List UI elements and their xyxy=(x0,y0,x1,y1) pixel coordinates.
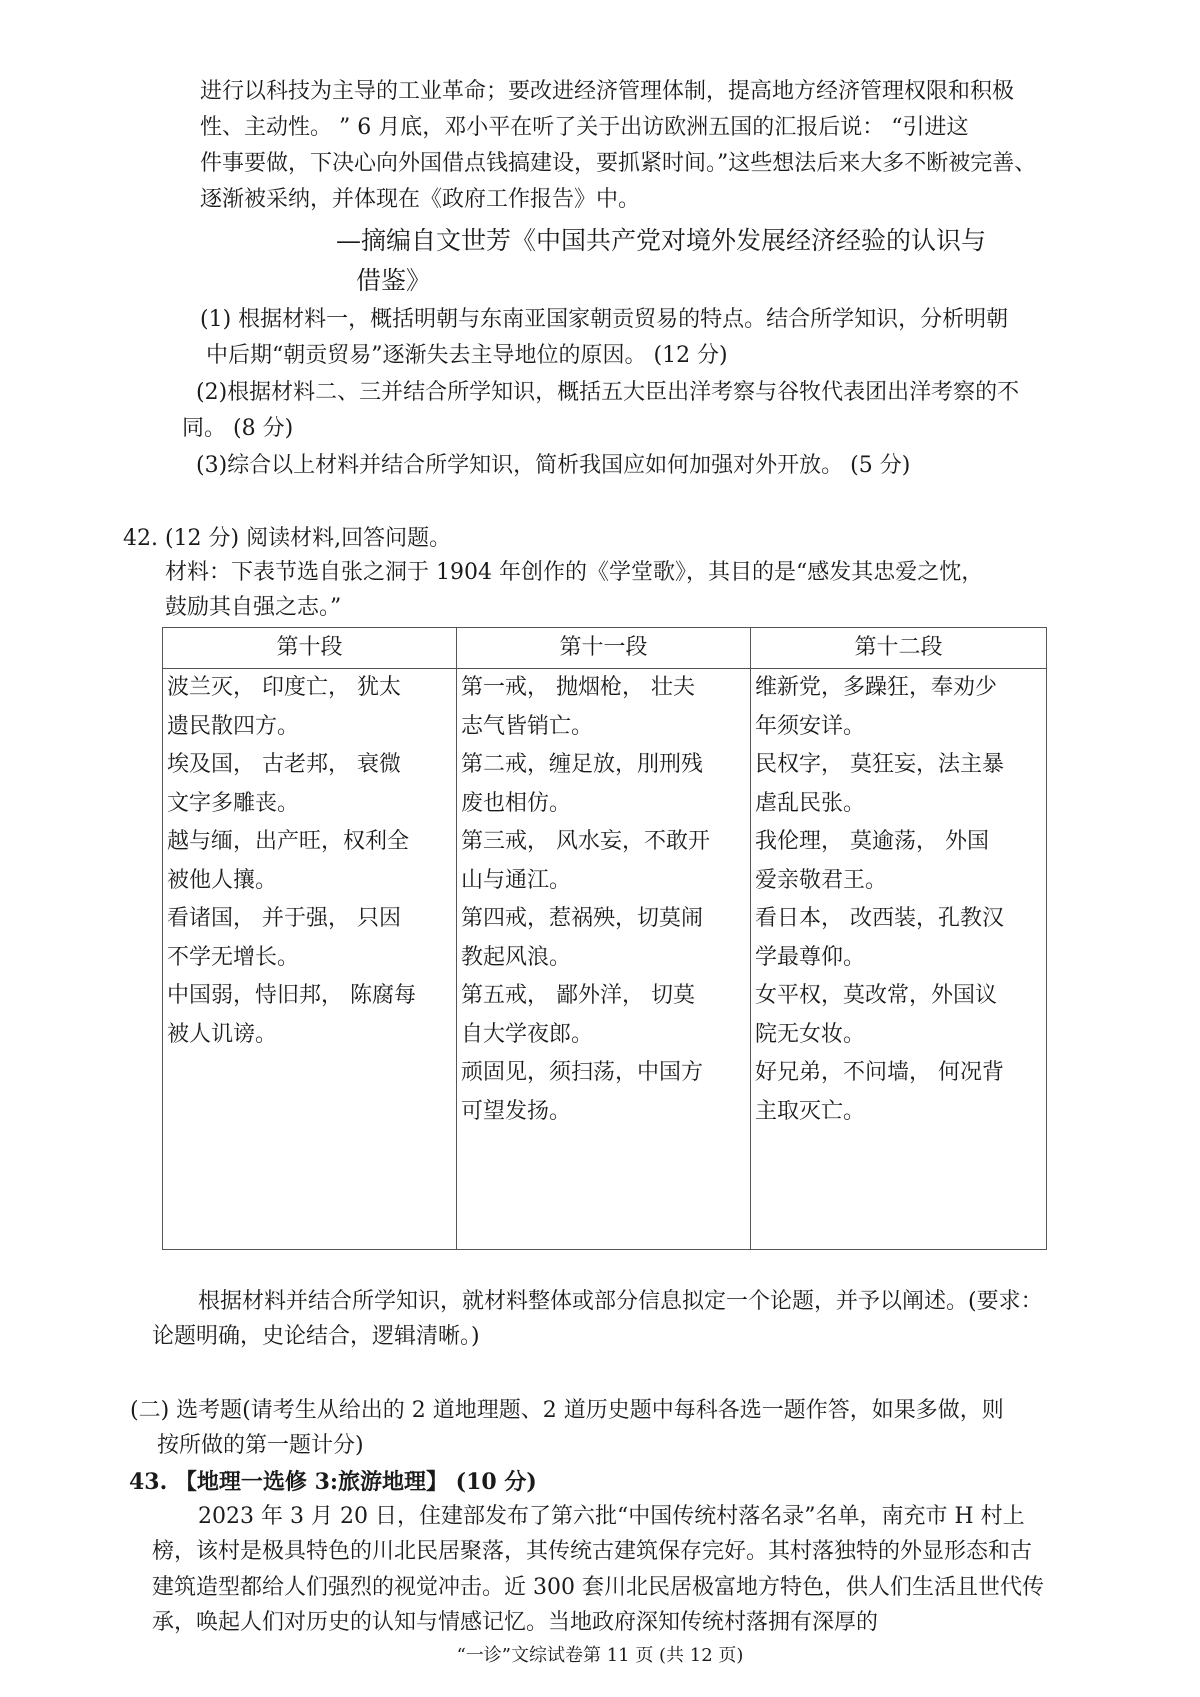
table-cell-section-11 xyxy=(457,669,751,1250)
question-43-text-line: 建筑造型都给人们强烈的视觉冲击。近 300 套川北民居极富地方特色，供人们生活且世代传 xyxy=(152,1575,1044,1600)
lyric-line: 女平权，莫改常，外国议 xyxy=(755,983,998,1008)
lyric-line: 维新党，多躁狂，奉劝少 xyxy=(755,675,998,700)
material-text-line: 件事要做，下决心向外国借点钱搞建设，要抓紧时间。”这些想法后来大多不断被完善、 xyxy=(200,151,1037,176)
lyric-line: 好兄弟，不问墙， 何况背 xyxy=(755,1060,1004,1085)
lyric-line: 院无女妆。 xyxy=(755,1021,866,1047)
lyric-line: 中国弱，恃旧邦， 陈腐每 xyxy=(167,983,416,1008)
lyric-line: 看诸国， 并于强， 只因 xyxy=(167,906,401,931)
table-cell-section-12 xyxy=(751,669,1047,1250)
lyric-line: 民权字， 莫狂妄，法主暴 xyxy=(755,752,1004,777)
question-42-heading: 42. (12 分) 阅读材料,回答问题。 xyxy=(123,526,452,551)
lyric-line: 文字多雕丧。 xyxy=(167,790,300,816)
page-footer: “一诊”文综试卷第 11 页 (共 12 页) xyxy=(456,1645,744,1666)
question-42-material-continued: 鼓励其自强之志。” xyxy=(165,595,342,620)
elective-section-intro: (二) 选考题(请考生从给出的 2 道地理题、2 道历史题中每科各选一题作答，如果多做，则 xyxy=(130,1398,1004,1423)
lyric-line: 我伦理， 莫逾荡， 外国 xyxy=(755,829,989,854)
table-header-section-12: 第十二段 xyxy=(751,628,1047,669)
lyric-line: 第三戒， 风水妄，不敢开 xyxy=(461,829,710,854)
table-header-section-10: 第十段 xyxy=(163,628,457,669)
question-43-heading: 43. 【地理一选修 3:旅游地理】 (10 分) xyxy=(129,1469,537,1495)
lyric-line: 第四戒，惹祸殃，切莫闹 xyxy=(461,906,704,931)
question-43-text-line: 2023 年 3 月 20 日，住建部发布了第六批“中国传统村落名录”名单，南充市 H 村上 xyxy=(198,1504,1025,1529)
lyric-line: 虐乱民张。 xyxy=(755,790,866,816)
lyric-line: 教起风浪。 xyxy=(461,944,572,970)
xuetang-song-table xyxy=(162,627,1047,1250)
question-41-3: (3)综合以上材料并结合所学知识，简析我国应如何加强对外开放。 (5 分) xyxy=(196,453,911,478)
lyric-line: 顽固见，须扫荡，中国方 xyxy=(461,1060,704,1085)
lyric-line: 看日本， 改西装，孔教汉 xyxy=(755,906,1004,931)
lyric-line: 不学无增长。 xyxy=(167,944,300,970)
question-43-text-line: 榜，该村是极具特色的川北民居聚落，其传统古建筑保存完好。其村落独特的外显形态和古 xyxy=(152,1539,1033,1564)
question-41-2: (2)根据材料二、三并结合所学知识，概括五大臣出洋考察与谷牧代表团出洋考察的不 xyxy=(196,380,1020,405)
question-41-2-continued: 同。 (8 分) xyxy=(182,416,294,441)
question-41-1: (1) 根据材料一，概括明朝与东南亚国家朝贡贸易的特点。结合所学知识，分析明朝 xyxy=(200,307,1009,332)
elective-section-intro-continued: 按所做的第一题计分) xyxy=(157,1433,364,1458)
lyric-line: 可望发扬。 xyxy=(461,1098,572,1124)
lyric-line: 被他人攘。 xyxy=(167,867,278,893)
lyric-line: 主取灭亡。 xyxy=(755,1098,866,1124)
table-header-section-11: 第十一段 xyxy=(457,628,751,669)
question-43-text-line: 承，唤起人们对历史的认知与情感记忆。当地政府深知传统村落拥有深厚的 xyxy=(152,1610,879,1635)
lyric-line: 第五戒， 鄙外洋， 切莫 xyxy=(461,983,695,1008)
material-text-line: 逐渐被采纳，并体现在《政府工作报告》中。 xyxy=(200,187,641,212)
lyric-line: 越与缅，出产旺，权利全 xyxy=(167,829,410,854)
lyric-line: 志气皆销亡。 xyxy=(461,713,594,739)
question-42-task: 根据材料并结合所学知识，就材料整体或部分信息拟定一个论题，并予以阐述。(要求： xyxy=(198,1289,1043,1314)
lyric-line: 波兰灭， 印度亡， 犹太 xyxy=(167,675,401,700)
material-source: —摘编自文世芳《中国共产党对境外发展经济经验的认识与 xyxy=(336,226,987,255)
lyric-line: 第二戒，缠足放，刖刑残 xyxy=(461,752,704,777)
question-42-task-continued: 论题明确，史论结合，逻辑清晰。) xyxy=(152,1324,480,1349)
table-cell-section-10 xyxy=(163,669,457,1250)
lyric-line: 被人讥谤。 xyxy=(167,1021,278,1047)
lyric-line: 遗民散四方。 xyxy=(167,713,300,739)
lyric-line: 第一戒， 抛烟枪， 壮夫 xyxy=(461,675,695,700)
question-42-material: 材料：下表节选自张之洞于 1904 年创作的《学堂歌》，其目的是“感发其忠爱之忱， xyxy=(165,560,984,585)
lyric-line: 自大学夜郎。 xyxy=(461,1021,594,1047)
material-source-continued: 借鉴》 xyxy=(356,266,432,295)
lyric-line: 埃及国， 古老邦， 衰微 xyxy=(167,752,401,777)
lyric-line: 爱亲敬君王。 xyxy=(755,867,888,893)
lyric-line: 废也相仿。 xyxy=(461,790,572,816)
material-text-line: 性、主动性。 ” 6 月底，邓小平在听了关于出访欧洲五国的汇报后说： “引进这 xyxy=(200,115,969,140)
lyric-line: 学最尊仰。 xyxy=(755,944,866,970)
lyric-line: 山与通江。 xyxy=(461,867,572,893)
question-41-1-continued: 中后期“朝贡贸易”逐渐失去主导地位的原因。 (12 分) xyxy=(206,343,728,368)
material-text-line: 进行以科技为主导的工业革命；要改进经济管理体制，提高地方经济管理权限和积极 xyxy=(200,79,1015,104)
lyric-line: 年须安详。 xyxy=(755,713,866,739)
